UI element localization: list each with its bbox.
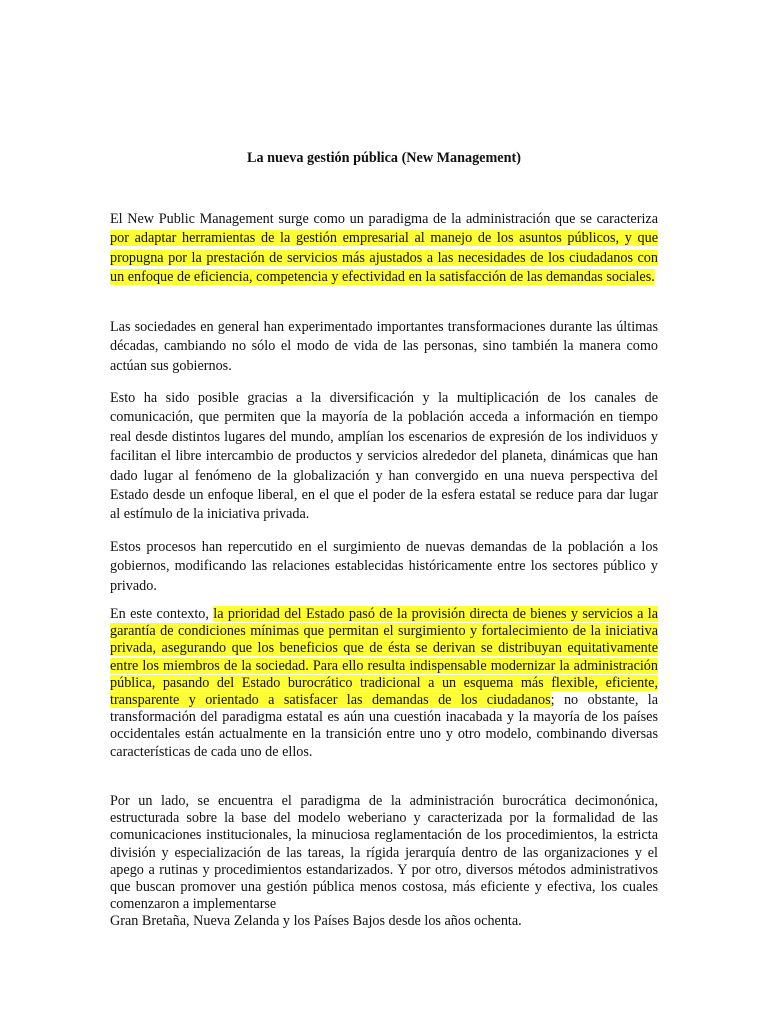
- paragraph-5-highlight: la prioridad del Estado pasó de la provisión directa de bienes y servicios a la garantía de condiciones mínimas que permitan el surgimiento y fortalecimiento de la iniciativa privada, asegurando que los beneficios que de ésta se derivan se distribuyan equitativamente entre los miembros de la sociedad. Para ello resulta indispensable modernizar la administración pública, pasando del Estado burocrático tradicional a un esquema más flexible, eficiente, transparente y orientado a satisfacer las demandas de los ciudadanos: [110, 606, 659, 709]
- paragraph-6-last-line: Gran Bretaña, Nueva Zelanda y los Países Bajos desde los años ochenta.: [110, 913, 522, 930]
- paragraph-4: Estos procesos han repercutido en el surgimiento de nuevas demandas de la población a los gobiernos, modificando las relaciones establecidas históricamente entre los sectores público y privado.: [110, 539, 658, 594]
- paragraph-1-highlight: por adaptar herramientas de la gestión empresarial al manejo de los asuntos públicos, y que propugna por la prestación de servicios más ajustados a las necesidades de los ciudadanos con un enfoque de eficiencia, competencia y efectividad en la satisfacción de las demandas sociales.: [110, 230, 658, 286]
- paragraph-1: [110, 210, 658, 288]
- paragraph-1-lead: El New Public Management surge como un paradigma de la administración que se caracteriza: [110, 211, 658, 227]
- paragraph-3: Esto ha sido posible gracias a la diversificación y la multiplicación de los canales de comunicación, que permiten que la mayoría de la población acceda a información en tiempo real desde distintos lugares del mundo, amplían los escenarios de expresión de los individuos y facilitan el libre intercambio de productos y servicios alrededor del planeta, dinámicas que han dado lugar al fenómeno de la globalización y han convergido en una nueva perspectiva del Estado desde un enfoque liberal, en el que el poder de la esfera estatal se reduce para dar lugar al estímulo de la iniciativa privada.: [110, 390, 658, 523]
- paragraph-5-tail: ; no obstante, la transformación del paradigma estatal es aún una cuestión inacabada y la mayoría de los países occidentales están actualmente en la transición entre uno y otro modelo, combinando diversas características de cada uno de ellos.: [110, 692, 658, 760]
- paragraph-5: [110, 606, 658, 761]
- paragraph-2: Las sociedades en general han experimentado importantes transformaciones durante las últimas décadas, cambiando no sólo el modo de vida de las personas, sino también la manera como actúan sus gobiernos.: [110, 319, 658, 374]
- paragraph-5-lead: En este contexto,: [110, 606, 214, 622]
- page-title: La nueva gestión pública (New Management): [247, 150, 521, 166]
- paragraph-6: [110, 793, 658, 931]
- paragraph-6-body: Por un lado, se encuentra el paradigma de la administración burocrática decimonónica, estructurada sobre la base del modelo weberiano y caracterizada por la formalidad de las comunicaciones institucionales, la minuciosa reglamentación de los procedimientos, la estricta división y especialización de las tareas, la rígida jerarquía dentro de las organizaciones y el apego a rutinas y procedimientos estandarizados. Y por otro, diversos métodos administrativos que buscan promover una gestión pública menos costosa, más eficiente y efectiva, los cuales comenzaron a implementarse: [110, 793, 658, 913]
